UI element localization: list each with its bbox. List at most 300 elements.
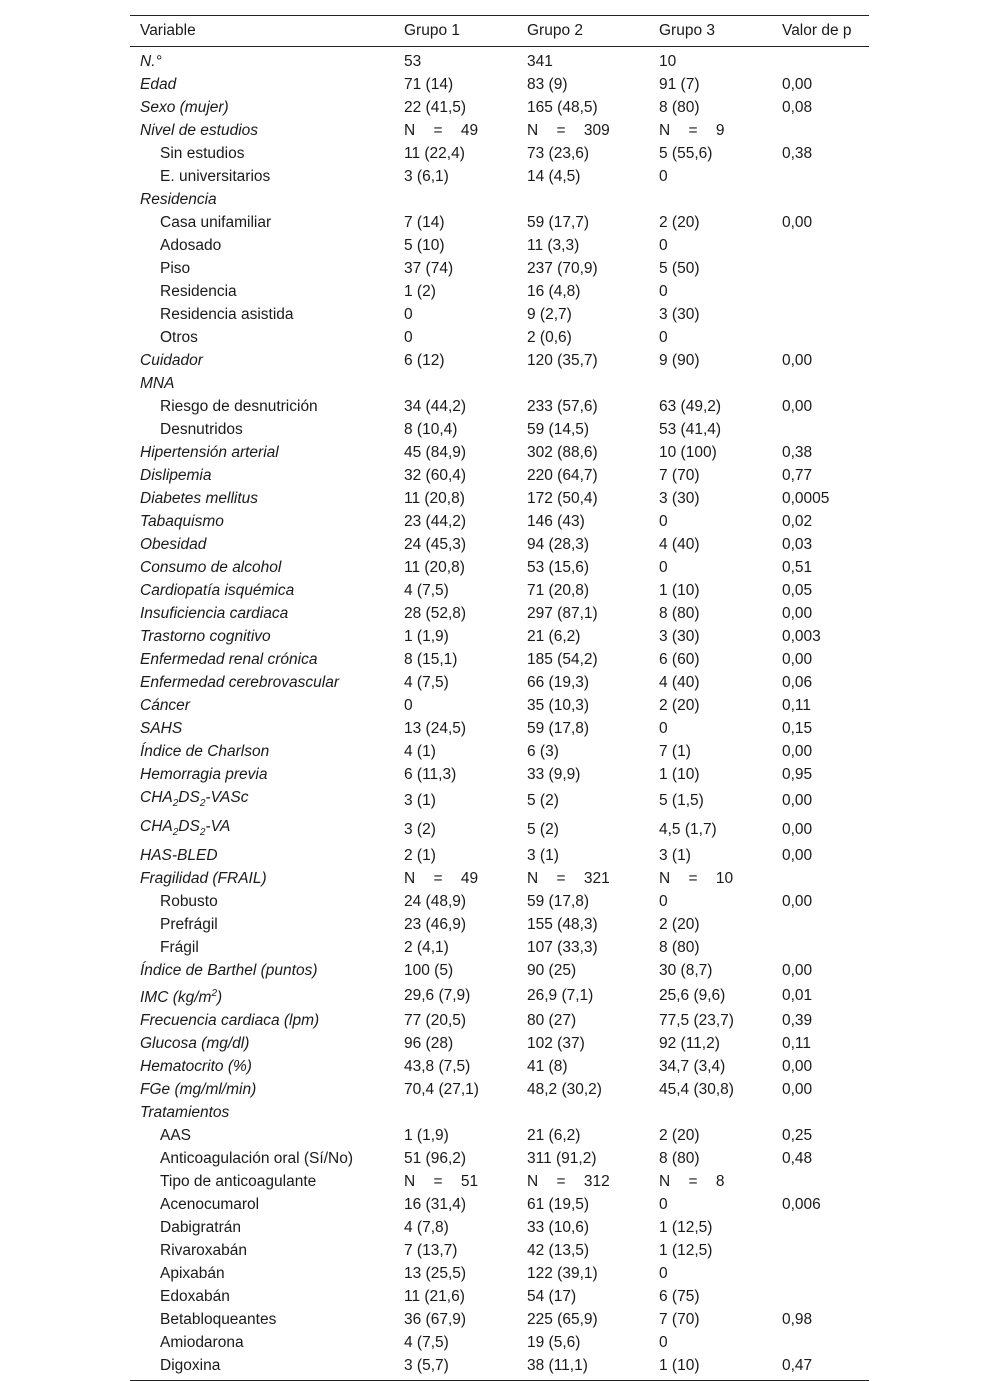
cell-grupo-1: 4 (7,5) xyxy=(404,582,449,599)
cell-grupo-1: 1 (2) xyxy=(404,283,436,300)
cell-grupo-1: 1 (1,9) xyxy=(404,628,449,645)
cell-grupo-3: 0 xyxy=(659,168,668,185)
table-row xyxy=(130,648,869,671)
cell-variable xyxy=(130,982,394,1009)
cell-variable: Dislipemia xyxy=(140,467,212,484)
cell-valor-p xyxy=(772,1101,869,1124)
cell-variable: Índice de Barthel (puntos) xyxy=(140,962,318,980)
table-row xyxy=(130,694,869,717)
cell-grupo-3: 0 xyxy=(659,329,668,346)
cell-grupo-2: 21 (6,2) xyxy=(527,628,581,645)
cell-variable: Enfermedad cerebrovascular xyxy=(140,674,340,691)
cell-valor-p: 0,15 xyxy=(782,720,813,737)
cell-grupo-2: 220 (64,7) xyxy=(527,467,598,484)
cell-grupo-2: 122 (39,1) xyxy=(527,1265,598,1283)
cell-grupo-2: 11 (3,3) xyxy=(527,237,580,254)
table-row xyxy=(130,763,869,786)
cell-grupo-1: 96 (28) xyxy=(404,1035,454,1053)
cell-grupo-1: 23 (44,2) xyxy=(404,513,467,530)
cell-grupo-1: 3 (1) xyxy=(404,792,436,810)
cell-valor-p xyxy=(772,936,869,959)
cell-valor-p: 0,01 xyxy=(782,987,813,1005)
table-row xyxy=(130,913,869,936)
cell-variable: MNA xyxy=(140,375,175,392)
header-grupo-3: Grupo 3 xyxy=(649,16,772,47)
var-subscript: 2 xyxy=(199,827,206,839)
cell-valor-p: 0,51 xyxy=(782,559,813,576)
cell-variable: Casa unifamiliar xyxy=(160,214,272,231)
cell-variable: Sin estudios xyxy=(160,145,245,162)
cell-grupo-3: 0 xyxy=(659,1334,668,1352)
cell-valor-p xyxy=(772,1331,869,1354)
cell-valor-p: 0,00 xyxy=(782,821,813,839)
cell-valor-p: 0,00 xyxy=(782,1081,813,1099)
cell-grupo-2: 146 (43) xyxy=(527,513,585,530)
cell-grupo-2: 42 (13,5) xyxy=(527,1242,590,1260)
cell-grupo-3: 7 (1) xyxy=(659,743,691,760)
cell-variable: FGe (mg/ml/min) xyxy=(140,1081,257,1099)
cell-variable: Sexo (mujer) xyxy=(140,99,229,116)
table-row xyxy=(130,1147,869,1170)
cell-valor-p: 0,48 xyxy=(782,1150,813,1168)
cell-grupo-2: 38 (11,1) xyxy=(517,1354,649,1381)
cell-valor-p xyxy=(772,165,869,188)
cell-valor-p xyxy=(772,1170,869,1193)
cell-grupo-2 xyxy=(517,1101,649,1124)
cell-grupo-3 xyxy=(649,372,772,395)
table-row xyxy=(130,717,869,740)
table-row xyxy=(130,441,869,464)
cell-variable: Hemorragia previa xyxy=(140,766,268,783)
cell-grupo-3: 5 (50) xyxy=(659,260,700,277)
cell-valor-p: 0,006 xyxy=(782,1196,821,1214)
cell-grupo-1: 45 (84,9) xyxy=(404,444,467,461)
cell-valor-p: 0,38 xyxy=(782,145,813,162)
cell-valor-p: 0,11 xyxy=(782,1035,812,1053)
cell-grupo-3: 1 (12,5) xyxy=(659,1219,713,1237)
cell-variable: Prefrágil xyxy=(160,916,218,934)
table-row xyxy=(130,867,869,890)
cell-variable: Apixabán xyxy=(160,1265,225,1283)
table-row xyxy=(130,740,869,763)
cell-grupo-2: 120 (35,7) xyxy=(527,352,598,369)
table-row xyxy=(130,625,869,648)
cell-grupo-1: 5 (10) xyxy=(404,237,445,254)
cell-grupo-1 xyxy=(394,1101,517,1124)
cell-grupo-1: 3 (6,1) xyxy=(404,168,449,185)
cell-grupo-1: 6 (11,3) xyxy=(404,766,457,783)
cell-grupo-3: 6 (60) xyxy=(659,651,700,668)
cell-grupo-2: 311 (91,2) xyxy=(527,1150,597,1168)
cell-variable: Digoxina xyxy=(130,1354,394,1381)
cell-valor-p: 0,25 xyxy=(782,1127,813,1145)
table-row xyxy=(130,815,869,844)
cell-grupo-2: 9 (2,7) xyxy=(527,306,572,323)
cell-grupo-3: 5 (55,6) xyxy=(659,145,713,162)
var-part: DS xyxy=(178,789,200,806)
cell-variable: Residencia asistida xyxy=(160,306,294,323)
cell-grupo-2: 83 (9) xyxy=(527,76,568,93)
cell-grupo-2: 48,2 (30,2) xyxy=(527,1081,602,1099)
cell-grupo-2: 165 (48,5) xyxy=(527,99,598,116)
cell-grupo-1: 37 (74) xyxy=(404,260,454,277)
cell-variable: Acenocumarol xyxy=(160,1196,260,1214)
cell-grupo-2: 233 (57,6) xyxy=(527,398,598,415)
cell-grupo-2: 155 (48,3) xyxy=(527,916,598,934)
cell-grupo-2: 2 (0,6) xyxy=(527,329,572,346)
header-row xyxy=(130,16,869,47)
cell-grupo-1: 0 xyxy=(404,697,413,714)
table-row xyxy=(130,142,869,165)
cell-valor-p xyxy=(772,372,869,395)
cell-grupo-2: 94 (28,3) xyxy=(527,536,590,553)
cell-grupo-1: 11 (21,6) xyxy=(404,1288,465,1306)
cell-grupo-3: 6 (75) xyxy=(659,1288,700,1306)
cell-valor-p xyxy=(772,1216,869,1239)
cell-variable: Tipo de anticoagulante xyxy=(160,1173,317,1191)
cell-grupo-1: 32 (60,4) xyxy=(404,467,467,484)
cell-grupo-3: 1 (10) xyxy=(659,766,700,783)
cell-valor-p: 0,11 xyxy=(782,697,812,714)
table-row xyxy=(130,602,869,625)
cell-grupo-3: 2 (20) xyxy=(659,916,700,934)
cell-grupo-1: 28 (52,8) xyxy=(404,605,467,622)
cell-grupo-1: 16 (31,4) xyxy=(404,1196,467,1214)
cell-variable: HAS-BLED xyxy=(140,847,218,865)
cell-valor-p xyxy=(772,326,869,349)
cell-grupo-2: 61 (19,5) xyxy=(527,1196,590,1214)
cell-variable: Consumo de alcohol xyxy=(140,559,282,576)
cell-grupo-2: 53 (15,6) xyxy=(527,559,590,576)
cell-grupo-1: 23 (46,9) xyxy=(404,916,467,934)
cell-valor-p: 0,08 xyxy=(782,99,813,116)
cell-grupo-1: 13 (25,5) xyxy=(404,1265,467,1283)
cell-grupo-2: 26,9 (7,1) xyxy=(527,987,594,1005)
cell-valor-p: 0,06 xyxy=(782,674,813,691)
cell-valor-p xyxy=(772,47,869,74)
cell-grupo-3: 4 (40) xyxy=(659,674,700,691)
cell-variable: Edad xyxy=(140,76,177,93)
cell-grupo-2: N = 321 xyxy=(527,870,610,888)
cell-grupo-3: 3 (30) xyxy=(659,490,700,507)
table-row xyxy=(130,671,869,694)
var-part: DS xyxy=(178,818,200,836)
cell-grupo-2: 35 (10,3) xyxy=(527,697,590,714)
cell-valor-p xyxy=(772,418,869,441)
table-row xyxy=(130,326,869,349)
cell-grupo-1: N = 51 xyxy=(404,1173,479,1191)
table-row xyxy=(130,890,869,913)
cell-grupo-3: 3 (1) xyxy=(659,847,691,865)
cell-grupo-2: 54 (17) xyxy=(527,1288,577,1306)
table-row xyxy=(130,1055,869,1078)
cell-variable: Betabloqueantes xyxy=(160,1311,277,1329)
cell-grupo-3: 3 (30) xyxy=(659,628,700,645)
cell-grupo-2: 73 (23,6) xyxy=(527,145,590,162)
cell-grupo-2: 5 (2) xyxy=(527,821,559,839)
cell-grupo-1: 24 (48,9) xyxy=(404,893,467,911)
cell-valor-p xyxy=(772,1239,869,1262)
cell-grupo-1: 34 (44,2) xyxy=(404,398,467,415)
cell-valor-p: 0,00 xyxy=(782,893,813,911)
cell-valor-p: 0,00 xyxy=(782,398,813,415)
cell-grupo-3: 9 (90) xyxy=(659,352,700,369)
table-row xyxy=(130,165,869,188)
cell-variable: AAS xyxy=(160,1127,192,1145)
table-row xyxy=(130,1101,869,1124)
cell-grupo-1: 36 (67,9) xyxy=(404,1311,467,1329)
cell-variable: Cardiopatía isquémica xyxy=(140,582,295,599)
table-row xyxy=(130,579,869,602)
cell-grupo-3: 10 (100) xyxy=(659,444,717,461)
cell-grupo-3 xyxy=(649,188,772,211)
cell-variable: Frágil xyxy=(160,939,199,957)
header-variable: Variable xyxy=(130,16,394,47)
cell-grupo-3: 2 (20) xyxy=(659,1127,700,1145)
cell-valor-p xyxy=(772,234,869,257)
table-body xyxy=(130,47,869,1381)
cell-grupo-2: 59 (17,8) xyxy=(527,893,590,911)
cell-grupo-2: 172 (50,4) xyxy=(527,490,598,507)
cell-variable: Insuficiencia cardiaca xyxy=(140,605,289,622)
cell-valor-p: 0,39 xyxy=(782,1012,813,1030)
cell-valor-p: 0,00 xyxy=(782,1058,813,1076)
cell-variable: Anticoagulación oral (Sí/No) xyxy=(160,1150,353,1168)
cell-grupo-1: 22 (41,5) xyxy=(404,99,467,116)
cell-grupo-1: 1 (1,9) xyxy=(404,1127,449,1145)
cell-grupo-1: 13 (24,5) xyxy=(404,720,467,737)
table-row xyxy=(130,464,869,487)
table-row xyxy=(130,844,869,867)
cell-grupo-3 xyxy=(649,1101,772,1124)
cell-grupo-3: 34,7 (3,4) xyxy=(659,1058,726,1076)
cell-grupo-1: 100 (5) xyxy=(404,962,454,980)
cell-valor-p xyxy=(772,1285,869,1308)
cell-grupo-2: 297 (87,1) xyxy=(527,605,598,622)
cell-variable: Índice de Charlson xyxy=(140,743,270,760)
table-row xyxy=(130,786,869,815)
cell-grupo-1: 4 (7,5) xyxy=(404,674,449,691)
cell-grupo-1: 0 xyxy=(404,329,413,346)
cell-grupo-2: 59 (17,8) xyxy=(527,720,590,737)
cell-grupo-1: 7 (14) xyxy=(404,214,445,231)
cell-grupo-3: 8 (80) xyxy=(659,605,700,622)
cell-valor-p xyxy=(772,119,869,142)
data-table-container xyxy=(130,15,869,1381)
var-part: -VA xyxy=(205,818,231,836)
table-row xyxy=(130,1078,869,1101)
cell-grupo-3: 10 xyxy=(659,53,677,70)
table-row xyxy=(130,1308,869,1331)
cell-variable: Cuidador xyxy=(140,352,203,369)
cell-grupo-2: 71 (20,8) xyxy=(527,582,590,599)
table-header xyxy=(130,16,869,47)
cell-valor-p: 0,77 xyxy=(782,467,813,484)
cell-variable: Obesidad xyxy=(140,536,207,553)
cell-grupo-1: 3 (2) xyxy=(404,821,436,839)
table-row xyxy=(130,303,869,326)
var-part: -VASc xyxy=(205,789,249,806)
cell-grupo-1: 2 (1) xyxy=(404,847,436,865)
cell-variable: Cáncer xyxy=(140,697,190,714)
cell-valor-p: 0,00 xyxy=(782,847,813,865)
cell-grupo-1: 11 (20,8) xyxy=(404,559,465,576)
table-row xyxy=(130,1262,869,1285)
cell-variable: Otros xyxy=(160,329,198,346)
table-row xyxy=(130,211,869,234)
cell-valor-p: 0,00 xyxy=(782,76,813,93)
cell-grupo-2: 33 (10,6) xyxy=(527,1219,590,1237)
cell-grupo-2: 237 (70,9) xyxy=(527,260,598,277)
table-row xyxy=(130,188,869,211)
table-row xyxy=(130,1193,869,1216)
cell-variable: Tratamientos xyxy=(140,1104,230,1122)
cell-grupo-3: 0 xyxy=(659,283,668,300)
cell-valor-p: 0,95 xyxy=(782,766,813,783)
cell-variable: Diabetes mellitus xyxy=(140,490,259,507)
cell-grupo-2: 80 (27) xyxy=(527,1012,577,1030)
cell-valor-p xyxy=(772,257,869,280)
cell-variable: Frecuencia cardiaca (lpm) xyxy=(140,1012,320,1030)
table-row xyxy=(130,510,869,533)
cell-variable: N.° xyxy=(140,53,162,70)
cell-variable: Amiodarona xyxy=(160,1334,244,1352)
table-row xyxy=(130,1239,869,1262)
table-row xyxy=(130,1216,869,1239)
cell-grupo-1: 6 (12) xyxy=(404,352,445,369)
cell-grupo-2: 102 (37) xyxy=(527,1035,585,1053)
table-row xyxy=(130,257,869,280)
table-row xyxy=(130,1009,869,1032)
cell-grupo-1: 43,8 (7,5) xyxy=(404,1058,471,1076)
cell-variable: Residencia xyxy=(140,191,217,208)
table-row xyxy=(130,395,869,418)
cell-valor-p: 0,02 xyxy=(782,513,813,530)
table-row xyxy=(130,349,869,372)
cell-valor-p: 0,00 xyxy=(782,214,813,231)
table-row xyxy=(130,556,869,579)
table-row xyxy=(130,936,869,959)
cell-grupo-1: 70,4 (27,1) xyxy=(404,1081,479,1099)
header-valor-p: Valor de p xyxy=(772,16,869,47)
cell-grupo-2: 21 (6,2) xyxy=(527,1127,581,1145)
cell-valor-p: 0,00 xyxy=(782,651,813,668)
cell-grupo-2: 107 (33,3) xyxy=(527,939,598,957)
cell-grupo-2: 59 (17,7) xyxy=(527,214,590,231)
cell-valor-p xyxy=(772,188,869,211)
cell-variable: Edoxabán xyxy=(160,1288,230,1306)
var-superscript: 2 xyxy=(211,988,218,1000)
cell-valor-p: 0,03 xyxy=(782,536,813,553)
table-row xyxy=(130,487,869,510)
cell-grupo-2: N = 312 xyxy=(527,1173,610,1191)
cell-grupo-2: 3 (1) xyxy=(527,847,559,865)
table-row xyxy=(130,1285,869,1308)
cell-valor-p: 0,38 xyxy=(782,444,813,461)
cell-variable: Adosado xyxy=(160,237,222,254)
cell-grupo-3: 92 (11,2) xyxy=(659,1035,720,1053)
cell-grupo-3: 77,5 (23,7) xyxy=(659,1012,734,1030)
cell-grupo-1: 29,6 (7,9) xyxy=(404,987,471,1005)
cell-grupo-3: 63 (49,2) xyxy=(659,398,722,415)
cell-variable xyxy=(130,815,394,844)
cell-grupo-1: 71 (14) xyxy=(404,76,454,93)
cell-grupo-3: 1 (10) xyxy=(659,582,700,599)
cell-grupo-1: 3 (5,7) xyxy=(394,1354,517,1381)
cell-grupo-2: 59 (14,5) xyxy=(527,421,590,438)
cell-grupo-1: 11 (22,4) xyxy=(404,145,465,162)
cell-valor-p: 0,00 xyxy=(782,743,813,760)
cell-grupo-2: 6 (3) xyxy=(527,743,559,760)
cell-variable: Dabigratrán xyxy=(160,1219,241,1237)
cell-variable: SAHS xyxy=(140,720,183,737)
cell-grupo-1: 51 (96,2) xyxy=(404,1150,467,1168)
cell-valor-p xyxy=(772,303,869,326)
cell-grupo-2: 14 (4,5) xyxy=(527,168,581,185)
cell-variable: Enfermedad renal crónica xyxy=(140,651,318,668)
cell-variable: Trastorno cognitivo xyxy=(140,628,271,645)
var-subscript: 2 xyxy=(172,798,179,810)
cell-variable: Rivaroxabán xyxy=(160,1242,248,1260)
cell-valor-p: 0,05 xyxy=(782,582,813,599)
table-row xyxy=(130,533,869,556)
table-row xyxy=(130,1354,869,1381)
cell-grupo-3: 8 (80) xyxy=(659,99,700,116)
cell-grupo-3: 0 xyxy=(659,559,668,576)
table-row xyxy=(130,73,869,96)
var-part: IMC (kg/m xyxy=(140,989,212,1007)
cell-grupo-1: 0 xyxy=(404,306,413,323)
var-subscript: 2 xyxy=(172,827,179,839)
cell-grupo-1: 2 (4,1) xyxy=(404,939,449,957)
table-row xyxy=(130,47,869,74)
cell-grupo-2 xyxy=(517,372,649,395)
cell-grupo-3: 8 (80) xyxy=(659,1150,700,1168)
cell-valor-p xyxy=(772,867,869,890)
table-row xyxy=(130,234,869,257)
cell-grupo-3: 2 (20) xyxy=(659,697,700,714)
cell-grupo-2: 225 (65,9) xyxy=(527,1311,598,1329)
cell-grupo-3: 1 (10) xyxy=(649,1354,772,1381)
cell-grupo-2: 341 xyxy=(527,53,553,70)
cell-grupo-3: N = 10 xyxy=(659,870,734,888)
table-row xyxy=(130,1124,869,1147)
cell-grupo-2 xyxy=(517,188,649,211)
cell-valor-p xyxy=(772,1262,869,1285)
cell-grupo-3: 0 xyxy=(659,720,668,737)
header-grupo-1: Grupo 1 xyxy=(394,16,517,47)
cell-grupo-2: 66 (19,3) xyxy=(527,674,590,691)
cell-grupo-3: 4 (40) xyxy=(659,536,700,553)
cell-grupo-3: 0 xyxy=(659,237,668,254)
cell-variable: Glucosa (mg/dl) xyxy=(140,1035,250,1053)
data-table xyxy=(130,15,869,1381)
cell-grupo-3: 5 (1,5) xyxy=(659,792,704,810)
cell-valor-p: 0,00 xyxy=(782,605,813,622)
table-row xyxy=(130,1032,869,1055)
cell-grupo-3: 45,4 (30,8) xyxy=(659,1081,734,1099)
cell-grupo-3: 4,5 (1,7) xyxy=(659,821,717,839)
cell-valor-p: 0,98 xyxy=(782,1311,813,1329)
cell-valor-p: 0,00 xyxy=(782,352,813,369)
cell-grupo-1: 4 (7,8) xyxy=(404,1219,449,1237)
cell-grupo-1: 8 (10,4) xyxy=(404,421,458,438)
cell-valor-p xyxy=(772,280,869,303)
cell-variable: Desnutridos xyxy=(160,421,243,438)
cell-grupo-3: 0 xyxy=(659,1265,668,1283)
cell-variable: Robusto xyxy=(160,893,218,911)
cell-grupo-3: 3 (30) xyxy=(659,306,700,323)
